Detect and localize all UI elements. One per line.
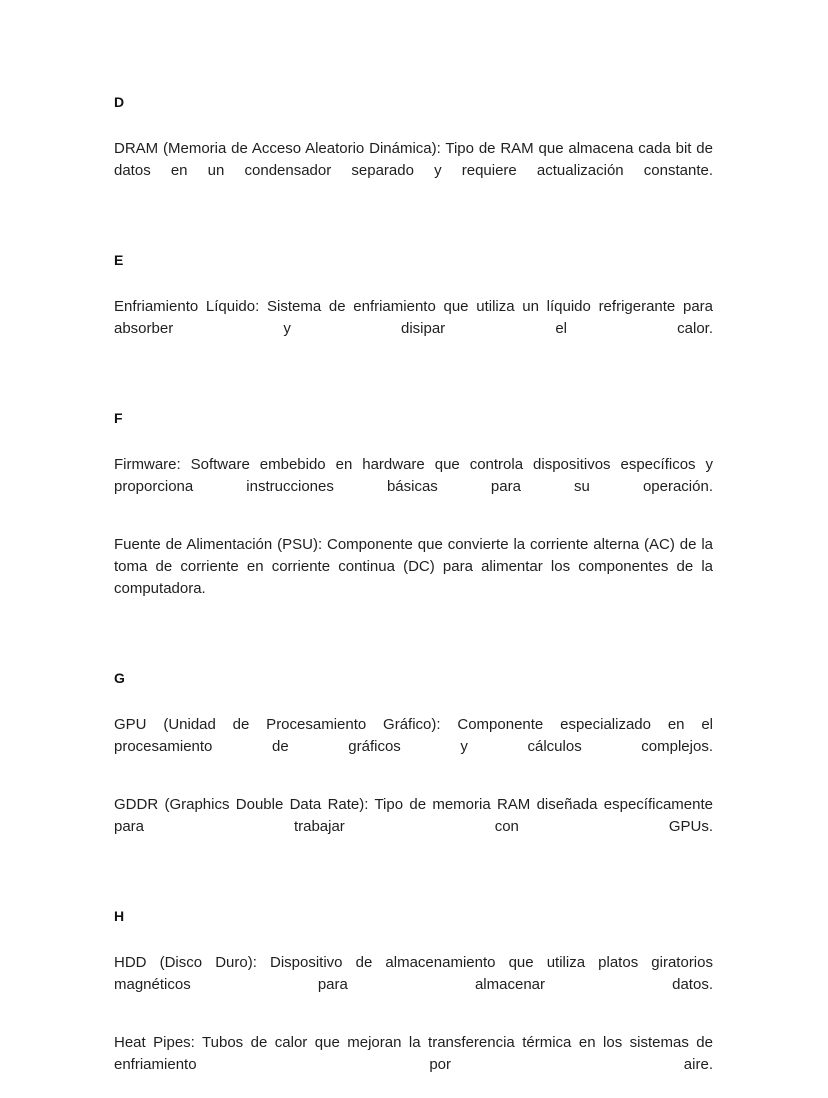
glossary-entry: Heat Pipes: Tubos de calor que mejoran la transferencia térmica en los sistemas de enfriamiento por aire. (114, 1034, 713, 1073)
glossary-section-d (114, 92, 713, 204)
section-letter-heading: E (114, 252, 124, 268)
glossary-section-e (114, 250, 713, 362)
section-letter-heading: D (114, 94, 125, 110)
section-letter-heading: F (114, 410, 123, 426)
glossary-section-h (114, 906, 713, 1098)
section-letter-heading: H (114, 908, 125, 924)
glossary-entry: DRAM (Memoria de Acceso Aleatorio Dinámica): Tipo de RAM que almacena cada bit de datos en un condensador separado y requiere actualización constante. (114, 140, 713, 179)
glossary-entry: Fuente de Alimentación (PSU): Componente que convierte la corriente alterna (AC) de la toma de corriente en corriente continua (DC) para alimentar los componentes de la computadora. (114, 536, 713, 597)
glossary-section-g (114, 668, 713, 860)
glossary-entry: Firmware: Software embebido en hardware que controla dispositivos específicos y proporciona instrucciones básicas para su operación. (114, 456, 713, 495)
glossary-entry: Enfriamiento Líquido: Sistema de enfriamiento que utiliza un líquido refrigerante para absorber y disipar el calor. (114, 298, 713, 337)
glossary-entry: HDD (Disco Duro): Dispositivo de almacenamiento que utiliza platos giratorios magnéticos para almacenar datos. (114, 954, 713, 993)
section-letter-heading: G (114, 670, 126, 686)
glossary-content (114, 92, 713, 1098)
glossary-entry: GDDR (Graphics Double Data Rate): Tipo de memoria RAM diseñada específicamente para trabajar con GPUs. (114, 796, 713, 835)
glossary-section-f (114, 408, 713, 622)
glossary-entry: GPU (Unidad de Procesamiento Gráfico): Componente especializado en el procesamiento de gráficos y cálculos complejos. (114, 716, 713, 755)
